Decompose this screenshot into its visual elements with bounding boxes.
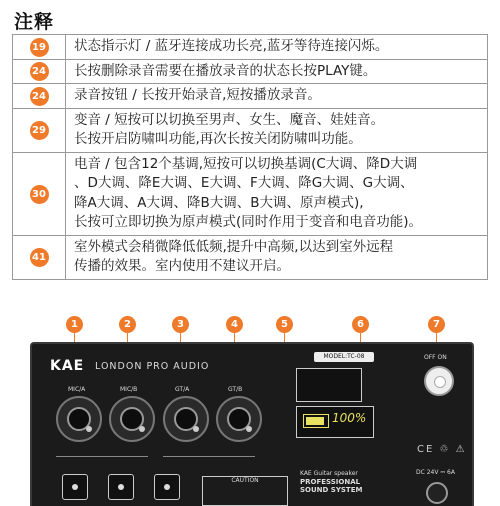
callout-line [360, 333, 361, 342]
note-text: 录音按钮 / 长按开始录音,短按播放录音。 [74, 87, 321, 103]
callout-marker: 7 [428, 316, 445, 333]
note-row [13, 84, 488, 109]
callout-marker: 6 [352, 316, 369, 333]
jack-label: GT/A [175, 386, 190, 393]
foot-switch[interactable] [108, 474, 134, 500]
battery-icon [303, 414, 329, 428]
callout-marker: 2 [119, 316, 136, 333]
callout-marker: 5 [276, 316, 293, 333]
foot-switch[interactable] [154, 474, 180, 500]
callout-line [180, 333, 181, 342]
battery-percent: 100% [332, 411, 367, 425]
dc-input-label: DC 24V ⎓ 6A [416, 469, 455, 476]
callout-line [436, 333, 437, 342]
note-number-badge: 41 [30, 248, 49, 267]
callout-markers [0, 300, 500, 340]
jack-label: MIC/B [120, 386, 138, 393]
device-panel-illustration [0, 300, 500, 504]
mic-group-line [56, 456, 148, 457]
note-number-badge: 29 [30, 121, 49, 140]
gt-a-jack[interactable] [163, 396, 209, 442]
note-number-badge: 24 [30, 87, 49, 106]
control-panel [30, 342, 474, 506]
gt-group-line [163, 456, 255, 457]
note-row [13, 235, 488, 279]
note-number-badge: 24 [30, 62, 49, 81]
note-text: 电音 / 包含12个基调,短按可以切换基调(C大调、降D大调 [74, 155, 418, 172]
note-text: 降A大调、A大调、降B大调、B大调、原声模式), [74, 194, 364, 211]
callout-line [74, 333, 75, 342]
callout-line [234, 333, 235, 342]
dc-power-jack[interactable] [426, 482, 448, 504]
mic-a-jack[interactable] [56, 396, 102, 442]
note-row [13, 108, 488, 152]
note-row [13, 59, 488, 84]
foot-switch[interactable] [62, 474, 88, 500]
gt-b-jack[interactable] [216, 396, 262, 442]
note-number-badge: 19 [30, 38, 49, 57]
callout-marker: 3 [172, 316, 189, 333]
jack-label: MIC/A [68, 386, 86, 393]
pro-sound-label: KAE Guitar speaker PROFESSIONAL SOUND SYSTEM [300, 470, 363, 494]
note-text: 长按开启防啸叫功能,再次长按关闭防啸叫功能。 [74, 131, 362, 147]
note-text: 长按删除录音需要在播放录音的状态长按PLAY键。 [74, 62, 377, 79]
note-number-badge: 30 [30, 185, 49, 204]
jack-label: GT/B [228, 386, 243, 393]
note-row [13, 152, 488, 235]
mic-b-jack[interactable] [109, 396, 155, 442]
model-label: MODEL:TC-08 [314, 352, 374, 362]
note-text: 室外模式会稍微降低低频,提升中高频,以达到室外远程 [74, 238, 394, 255]
notes-table [12, 34, 488, 280]
note-text: 长按可立即切换为原声模式(同时作用于变音和电音功能)。 [74, 214, 423, 230]
note-text: 状态指示灯 / 蓝牙连接成功长亮,蓝牙等待连接闪烁。 [74, 38, 389, 54]
display-window [296, 368, 362, 402]
brand-subtitle: LONDON PRO AUDIO [95, 361, 210, 372]
power-switch[interactable] [424, 366, 454, 396]
certification-marks: CE ♲ ⚠ [417, 444, 467, 455]
power-switch-label: OFF ON [424, 354, 447, 361]
callout-line [127, 333, 128, 342]
brand-logo: KAE [50, 358, 85, 374]
note-text: 、D大调、降E大调、E大调、F大调、降G大调、G大调、 [74, 175, 414, 191]
page-title: 注释 [14, 11, 55, 33]
note-text: 传播的效果。室内使用不建议开启。 [74, 258, 290, 274]
caution-label: CAUTION [202, 476, 288, 506]
note-text: 变音 / 短按可以切换至男声、女生、魔音、娃娃音。 [74, 111, 385, 128]
callout-marker: 4 [226, 316, 243, 333]
note-row [13, 35, 488, 60]
callout-marker: 1 [66, 316, 83, 333]
